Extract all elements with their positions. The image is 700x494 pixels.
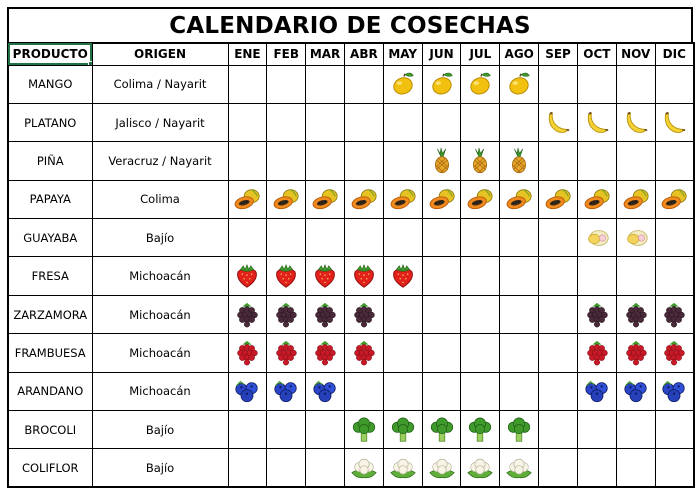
origen-cell[interactable]: Michoacán (92, 334, 228, 372)
header-month-jul[interactable]: JUL (461, 43, 500, 65)
header-producto-label: PRODUCTO (12, 47, 88, 62)
month-cell[interactable] (500, 295, 539, 333)
harvest-calendar-sheet (7, 7, 693, 488)
month-cell[interactable] (422, 219, 461, 257)
month-cell[interactable] (383, 334, 422, 372)
papaya-icon (622, 185, 650, 213)
broccoli-icon (466, 416, 494, 444)
table-row (8, 219, 694, 257)
month-cell[interactable] (306, 257, 345, 295)
header-row (8, 43, 694, 65)
month-cell[interactable] (655, 219, 694, 257)
month-cell[interactable] (422, 257, 461, 295)
month-cell[interactable] (344, 65, 383, 103)
month-cell[interactable] (616, 411, 655, 449)
raspberry-icon (233, 339, 261, 367)
header-month-dic[interactable]: DIC (655, 43, 694, 65)
table-row (8, 411, 694, 449)
month-cell[interactable] (344, 295, 383, 333)
header-month-oct[interactable]: OCT (577, 43, 616, 65)
month-cell[interactable] (616, 180, 655, 218)
month-cell[interactable] (422, 103, 461, 141)
blackberry-icon (311, 301, 339, 329)
month-cell[interactable] (461, 219, 500, 257)
month-cell[interactable] (577, 142, 616, 180)
month-cell[interactable] (267, 142, 306, 180)
month-cell[interactable] (383, 142, 422, 180)
month-cell[interactable] (306, 219, 345, 257)
month-cell[interactable] (228, 103, 267, 141)
table-body (8, 65, 694, 487)
raspberry-icon (660, 339, 688, 367)
month-cell[interactable] (616, 219, 655, 257)
month-cell[interactable] (577, 65, 616, 103)
month-cell[interactable] (500, 103, 539, 141)
cauliflower-icon (389, 454, 417, 482)
month-cell[interactable] (267, 219, 306, 257)
raspberry-icon (272, 339, 300, 367)
month-cell[interactable] (228, 411, 267, 449)
month-cell[interactable] (228, 334, 267, 372)
month-cell[interactable] (267, 295, 306, 333)
month-cell[interactable] (539, 103, 578, 141)
month-cell[interactable] (383, 219, 422, 257)
papaya-icon (505, 185, 533, 213)
strawberry-icon (311, 262, 339, 290)
month-cell[interactable] (383, 295, 422, 333)
month-cell[interactable] (267, 449, 306, 487)
month-cell[interactable] (461, 372, 500, 410)
month-cell[interactable] (616, 142, 655, 180)
month-cell[interactable] (616, 103, 655, 141)
month-cell[interactable] (577, 295, 616, 333)
month-cell[interactable] (616, 65, 655, 103)
header-month-may[interactable]: MAY (383, 43, 422, 65)
month-cell[interactable] (500, 65, 539, 103)
month-cell[interactable] (344, 142, 383, 180)
month-cell[interactable] (344, 334, 383, 372)
producto-cell[interactable]: PLATANO (8, 103, 92, 141)
papaya-icon (389, 185, 417, 213)
month-cell[interactable] (539, 219, 578, 257)
blueberry-icon (311, 377, 339, 405)
blackberry-icon (272, 301, 300, 329)
papaya-icon (583, 185, 611, 213)
month-cell[interactable] (577, 257, 616, 295)
month-cell[interactable] (228, 257, 267, 295)
month-cell[interactable] (228, 142, 267, 180)
month-cell[interactable] (306, 103, 345, 141)
cauliflower-icon (505, 454, 533, 482)
table-row (8, 65, 694, 103)
month-cell[interactable] (655, 65, 694, 103)
papaya-icon (544, 185, 572, 213)
cauliflower-icon (350, 454, 378, 482)
table-row (8, 103, 694, 141)
month-cell[interactable] (655, 411, 694, 449)
month-cell[interactable] (228, 372, 267, 410)
table-row (8, 449, 694, 487)
page-title: CALENDARIO DE COSECHAS (7, 7, 693, 42)
month-cell[interactable] (383, 411, 422, 449)
month-cell[interactable] (306, 411, 345, 449)
strawberry-icon (389, 262, 417, 290)
broccoli-icon (389, 416, 417, 444)
papaya-icon (350, 185, 378, 213)
papaya-icon (233, 185, 261, 213)
month-cell[interactable] (422, 65, 461, 103)
blueberry-icon (583, 377, 611, 405)
strawberry-icon (272, 262, 300, 290)
month-cell[interactable] (500, 411, 539, 449)
harvest-table (7, 42, 695, 488)
month-cell[interactable] (267, 103, 306, 141)
banana-icon (622, 109, 650, 137)
producto-cell[interactable]: FRESA (8, 257, 92, 295)
banana-icon (583, 109, 611, 137)
blackberry-icon (233, 301, 261, 329)
month-cell[interactable] (461, 257, 500, 295)
strawberry-icon (350, 262, 378, 290)
pineapple-icon (505, 147, 533, 175)
pineapple-icon (466, 147, 494, 175)
month-cell[interactable] (655, 142, 694, 180)
guava-icon (583, 224, 611, 252)
table-row (8, 142, 694, 180)
papaya-icon (660, 185, 688, 213)
month-cell[interactable] (500, 257, 539, 295)
month-cell[interactable] (461, 180, 500, 218)
month-cell[interactable] (655, 180, 694, 218)
month-cell[interactable] (422, 334, 461, 372)
month-cell[interactable] (422, 449, 461, 487)
month-cell[interactable] (616, 372, 655, 410)
month-cell[interactable] (577, 219, 616, 257)
month-cell[interactable] (655, 103, 694, 141)
month-cell[interactable] (383, 449, 422, 487)
table-row (8, 334, 694, 372)
month-cell[interactable] (655, 449, 694, 487)
producto-cell[interactable]: GUAYABA (8, 219, 92, 257)
header-month-ene[interactable]: ENE (228, 43, 267, 65)
producto-cell[interactable]: PIÑA (8, 142, 92, 180)
papaya-icon (311, 185, 339, 213)
month-cell[interactable] (383, 180, 422, 218)
month-cell[interactable] (539, 180, 578, 218)
cauliflower-icon (428, 454, 456, 482)
month-cell[interactable] (344, 372, 383, 410)
month-cell[interactable] (344, 180, 383, 218)
month-cell[interactable] (539, 65, 578, 103)
month-cell[interactable] (461, 334, 500, 372)
papaya-icon (272, 185, 300, 213)
month-cell[interactable] (500, 180, 539, 218)
month-cell[interactable] (577, 372, 616, 410)
origen-cell[interactable]: Bajío (92, 411, 228, 449)
origen-cell[interactable]: Colima / Nayarit (92, 65, 228, 103)
table-row (8, 180, 694, 218)
month-cell[interactable] (539, 372, 578, 410)
header-month-ago[interactable]: AGO (500, 43, 539, 65)
header-month-jun[interactable]: JUN (422, 43, 461, 65)
month-cell[interactable] (383, 103, 422, 141)
month-cell[interactable] (539, 257, 578, 295)
producto-cell[interactable]: BROCOLI (8, 411, 92, 449)
month-cell[interactable] (267, 257, 306, 295)
month-cell[interactable] (577, 449, 616, 487)
papaya-icon (428, 185, 456, 213)
origen-cell[interactable]: Veracruz / Nayarit (92, 142, 228, 180)
month-cell[interactable] (577, 180, 616, 218)
month-cell[interactable] (461, 295, 500, 333)
raspberry-icon (350, 339, 378, 367)
header-producto[interactable] (8, 43, 92, 65)
month-cell[interactable] (577, 103, 616, 141)
month-cell[interactable] (306, 449, 345, 487)
strawberry-icon (233, 262, 261, 290)
month-cell[interactable] (577, 334, 616, 372)
papaya-icon (466, 185, 494, 213)
month-cell[interactable] (461, 65, 500, 103)
month-cell[interactable] (539, 411, 578, 449)
month-cell[interactable] (461, 142, 500, 180)
blueberry-icon (622, 377, 650, 405)
month-cell[interactable] (500, 142, 539, 180)
guava-icon (622, 224, 650, 252)
month-cell[interactable] (344, 449, 383, 487)
origen-cell[interactable]: Michoacán (92, 295, 228, 333)
month-cell[interactable] (228, 295, 267, 333)
banana-icon (660, 109, 688, 137)
month-cell[interactable] (267, 334, 306, 372)
month-cell[interactable] (616, 257, 655, 295)
month-cell[interactable] (655, 334, 694, 372)
month-cell[interactable] (422, 372, 461, 410)
mango-icon (505, 70, 533, 98)
month-cell[interactable] (383, 257, 422, 295)
banana-icon (544, 109, 572, 137)
month-cell[interactable] (539, 449, 578, 487)
month-cell[interactable] (228, 219, 267, 257)
month-cell[interactable] (616, 295, 655, 333)
producto-cell[interactable]: MANGO (8, 65, 92, 103)
month-cell[interactable] (655, 372, 694, 410)
month-cell[interactable] (344, 103, 383, 141)
month-cell[interactable] (500, 372, 539, 410)
month-cell[interactable] (306, 372, 345, 410)
blueberry-icon (233, 377, 261, 405)
origen-cell[interactable]: Bajío (92, 219, 228, 257)
month-cell[interactable] (344, 411, 383, 449)
broccoli-icon (428, 416, 456, 444)
raspberry-icon (311, 339, 339, 367)
month-cell[interactable] (306, 334, 345, 372)
month-cell[interactable] (500, 219, 539, 257)
producto-cell[interactable]: FRAMBUESA (8, 334, 92, 372)
month-cell[interactable] (655, 295, 694, 333)
fill-handle[interactable] (88, 61, 93, 66)
month-cell[interactable] (461, 411, 500, 449)
month-cell[interactable] (306, 180, 345, 218)
month-cell[interactable] (500, 449, 539, 487)
month-cell[interactable] (228, 180, 267, 218)
producto-cell[interactable]: COLIFLOR (8, 449, 92, 487)
origen-cell[interactable]: Jalisco / Nayarit (92, 103, 228, 141)
month-cell[interactable] (539, 142, 578, 180)
cauliflower-icon (466, 454, 494, 482)
month-cell[interactable] (267, 65, 306, 103)
month-cell[interactable] (422, 142, 461, 180)
month-cell[interactable] (655, 257, 694, 295)
month-cell[interactable] (422, 180, 461, 218)
month-cell[interactable] (616, 334, 655, 372)
month-cell[interactable] (228, 65, 267, 103)
month-cell[interactable] (539, 334, 578, 372)
month-cell[interactable] (461, 103, 500, 141)
table-row (8, 295, 694, 333)
month-cell[interactable] (422, 295, 461, 333)
origen-cell[interactable]: Colima (92, 180, 228, 218)
month-cell[interactable] (306, 295, 345, 333)
month-cell[interactable] (422, 411, 461, 449)
month-cell[interactable] (267, 372, 306, 410)
blackberry-icon (583, 301, 611, 329)
pineapple-icon (428, 147, 456, 175)
broccoli-icon (505, 416, 533, 444)
header-month-nov[interactable]: NOV (616, 43, 655, 65)
origen-cell[interactable]: Michoacán (92, 372, 228, 410)
blackberry-icon (350, 301, 378, 329)
broccoli-icon (350, 416, 378, 444)
month-cell[interactable] (383, 65, 422, 103)
month-cell[interactable] (383, 372, 422, 410)
month-cell[interactable] (344, 219, 383, 257)
blackberry-icon (660, 301, 688, 329)
table-row (8, 372, 694, 410)
month-cell[interactable] (344, 257, 383, 295)
mango-icon (428, 70, 456, 98)
month-cell[interactable] (500, 334, 539, 372)
month-cell[interactable] (228, 449, 267, 487)
producto-cell[interactable]: ARANDANO (8, 372, 92, 410)
mango-icon (389, 70, 417, 98)
month-cell[interactable] (577, 411, 616, 449)
raspberry-icon (622, 339, 650, 367)
origen-cell[interactable]: Bajío (92, 449, 228, 487)
header-month-abr[interactable]: ABR (344, 43, 383, 65)
mango-icon (466, 70, 494, 98)
month-cell[interactable] (616, 449, 655, 487)
raspberry-icon (583, 339, 611, 367)
month-cell[interactable] (539, 295, 578, 333)
header-month-sep[interactable]: SEP (539, 43, 578, 65)
blueberry-icon (660, 377, 688, 405)
header-month-feb[interactable]: FEB (267, 43, 306, 65)
blackberry-icon (622, 301, 650, 329)
month-cell[interactable] (306, 142, 345, 180)
month-cell[interactable] (306, 65, 345, 103)
month-cell[interactable] (267, 180, 306, 218)
month-cell[interactable] (267, 411, 306, 449)
month-cell[interactable] (461, 449, 500, 487)
table-row (8, 257, 694, 295)
header-origen[interactable]: ORIGEN (92, 43, 228, 65)
producto-cell[interactable]: PAPAYA (8, 180, 92, 218)
blueberry-icon (272, 377, 300, 405)
origen-cell[interactable]: Michoacán (92, 257, 228, 295)
producto-cell[interactable]: ZARZAMORA (8, 295, 92, 333)
header-month-mar[interactable]: MAR (306, 43, 345, 65)
